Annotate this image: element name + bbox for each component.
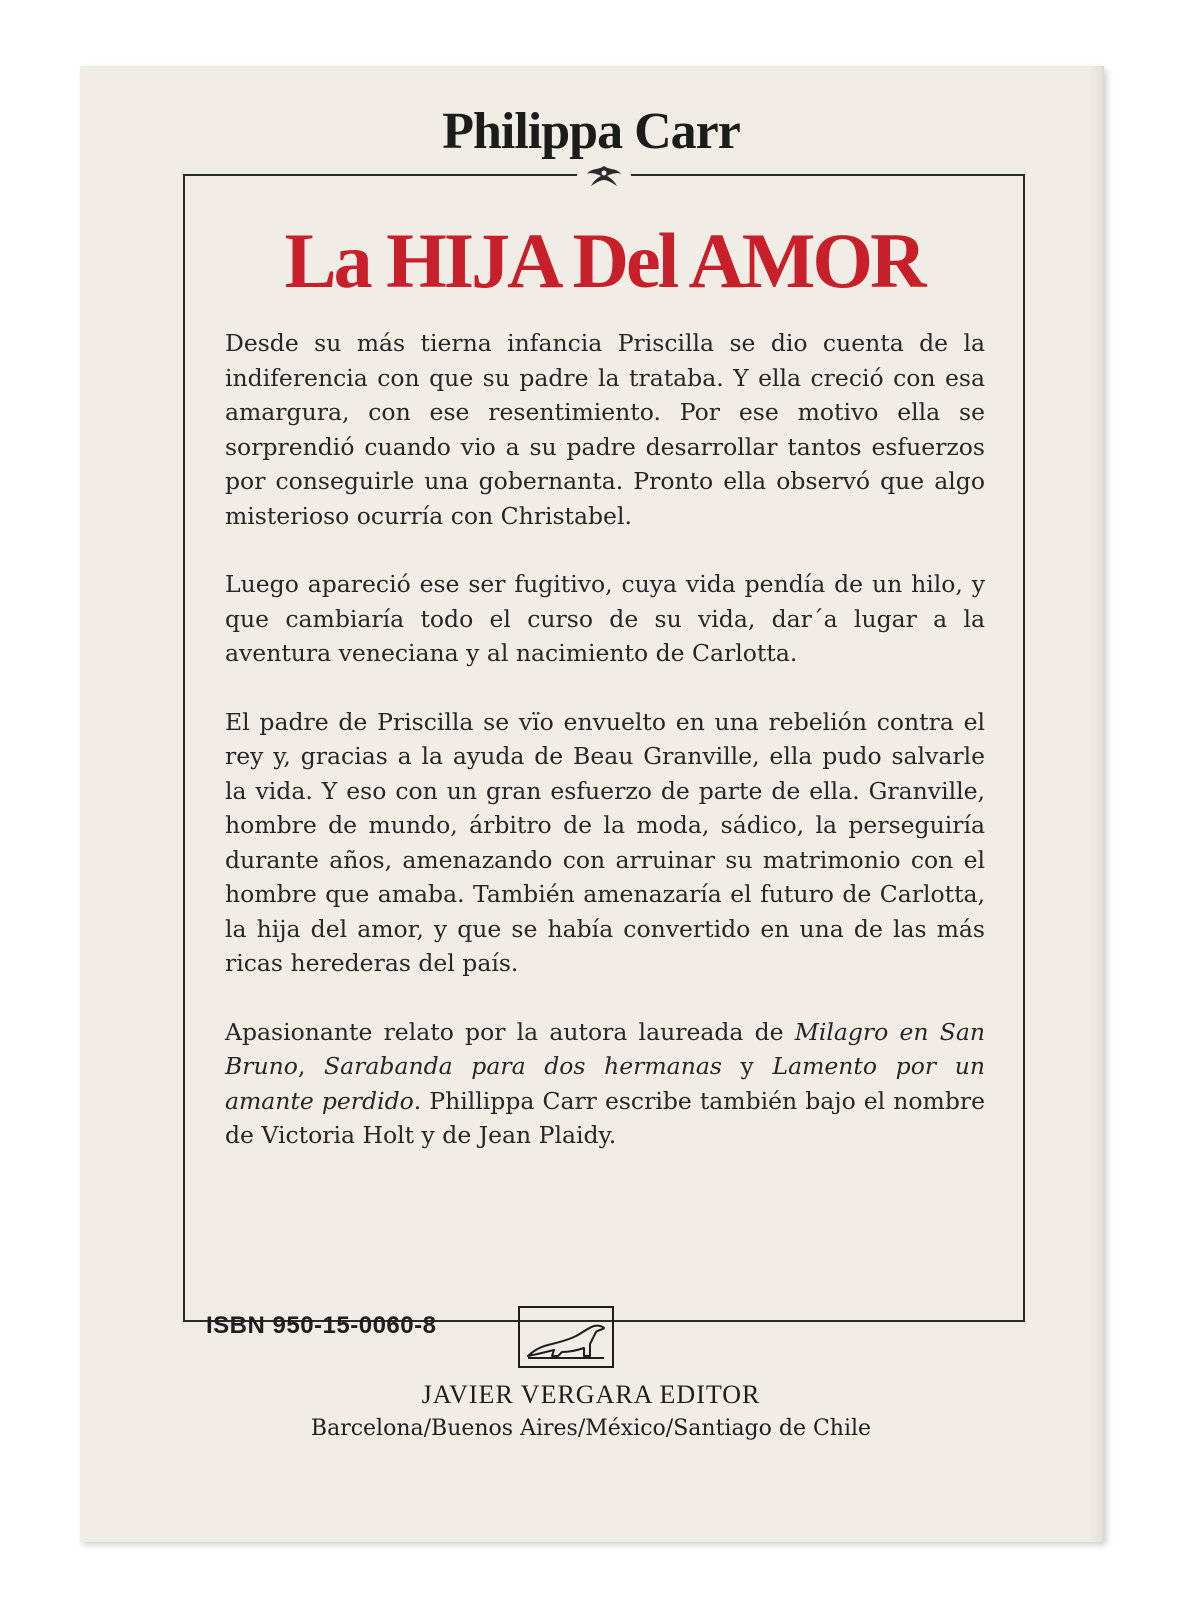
fleuron-ornament-icon (577, 162, 631, 190)
synopsis-paragraph-3: El padre de Priscilla se vïo envuelto en una rebelión contra el rey y, gracias a la ayuda de Beau Granville, ella pudo salvarle la vida. Y eso con un gran esfuerzo de parte de ella. Granville, hombre de mundo, árbitro de la moda, sádico, la perseguiría durante años, amenazando con arruinar su matrimonio con el hombre que amaba. También amenazaría el futuro de Carlotta, la hija del amor, y que se había convertido en una de las más ricas herederas del país. (225, 707, 985, 977)
book-title: La HIJA Del AMOR (284, 217, 924, 304)
bio-outro: . Phillippa Carr escribe también bajo el nombre de Victoria Holt y de Jean Plaidy. (225, 1086, 985, 1149)
cover-edge-shadow (1088, 66, 1102, 1542)
synopsis-paragraph-1: Desde su más tierna infancia Priscilla se dio cuenta de la indiferencia con que su padre la trataba. Y ella creció con esa amargura, con ese resentimiento. Por ese motivo ella se sorprendió cuando vio a su padre desarrollar tantos esfuerzos por conseguirle una gobernanta. Pronto ella observó que algo misterioso ocurría con Christabel. (225, 329, 985, 530)
bio-separator-1: , (297, 1052, 325, 1080)
author-name: Philippa Carr (442, 103, 740, 160)
book-reference-2: Sarabanda para dos hermanas (324, 1052, 722, 1080)
book-back-cover (80, 66, 1104, 1542)
book-reference-1: Milagro en San Bruno (225, 1017, 985, 1080)
publisher-cities: Barcelona/Buenos Aires/México/Santiago de Chile (310, 1416, 872, 1441)
isbn-label: ISBN 950-15-0060-8 (206, 1312, 437, 1339)
panther-publisher-logo-icon (518, 1306, 614, 1368)
synopsis (225, 326, 985, 1187)
bio-intro: Apasionante relato por la autora laureada de (225, 1017, 795, 1046)
author-bio-paragraph (225, 1015, 985, 1153)
text-frame (183, 174, 1025, 1322)
publisher-name: JAVIER VERGARA EDITOR (421, 1380, 761, 1409)
bio-separator-2: y (721, 1052, 773, 1080)
synopsis-paragraph-2: Luego apareció ese ser fugitivo, cuya vida pendía de un hilo, y que cambiaría todo el curso de su vida, dar´a lugar a la aventura veneciana y al nacimiento de Carlotta. (225, 570, 985, 667)
book-reference-3: Lamento por un amante perdido (225, 1052, 986, 1115)
